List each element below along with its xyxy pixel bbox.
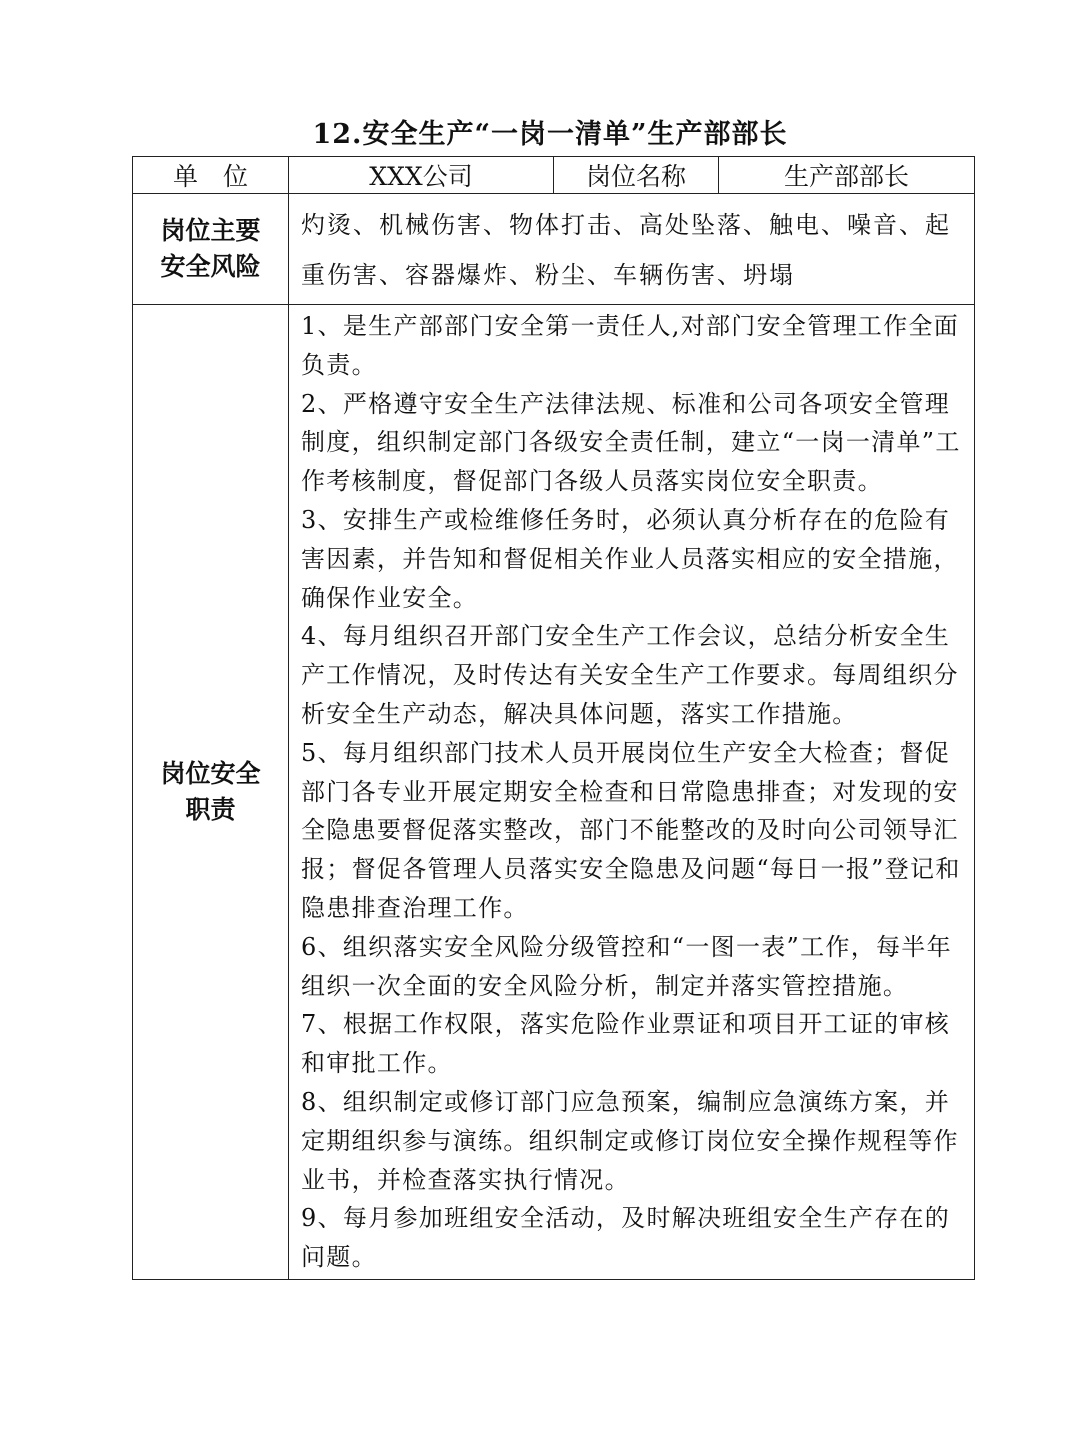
duty-item: 1、是生产部部门安全第一责任人,对部门安全管理工作全面负责。 (301, 312, 959, 379)
document-title: 12.安全生产“一岗一清单”生产部部长 (312, 119, 788, 150)
risk-row (133, 194, 975, 305)
responsibility-table (132, 156, 975, 1280)
risk-label: 岗位主要安全风险 (133, 194, 289, 305)
unit-value: XXX公司 (289, 157, 554, 194)
duty-item: 9、每月参加班组安全活动，及时解决班组安全生产存在的问题。 (301, 1204, 951, 1272)
duty-label: 岗位安全职责 (133, 305, 289, 1280)
duty-item: 7、根据工作权限，落实危险作业票证和项目开工证的审核和审批工作。 (301, 1010, 951, 1078)
duty-item: 8、组织制定或修订部门应急预案，编制应急演练方案，并定期组织参与演练。组织制定或修订岗位安全操作规程等作业书，并检查落实执行情况。 (301, 1087, 959, 1194)
position-label: 岗位名称 (554, 157, 719, 194)
unit-label: 单 位 (133, 157, 289, 194)
duty-list (289, 305, 975, 1280)
duty-row (133, 305, 975, 1280)
header-row (133, 157, 975, 194)
duty-item: 4、每月组织召开部门安全生产工作会议，总结分析安全生产工作情况，及时传达有关安全生产工作要求。每周组织分析安全生产动态，解决具体问题，落实工作措施。 (301, 622, 959, 728)
duty-item: 5、每月组织部门技术人员开展岗位生产安全大检查；督促部门各专业开展定期安全检查和日常隐患排查；对发现的安全隐患要督促落实整改，部门不能整改的及时向公司领导汇报；督促各管理人员落实安全隐患及问题“每日一报”登记和隐患排查治理工作。 (301, 738, 961, 922)
position-value: 生产部部长 (719, 157, 975, 194)
duty-item: 3、安排生产或检维修任务时，必须认真分析存在的危险有害因素，并告知和督促相关作业人员落实相应的安全措施，确保作业安全。 (301, 505, 959, 612)
duty-item: 2、严格遵守安全生产法律法规、标准和公司各项安全管理制度，组织制定部门各级安全责任制，建立“一岗一清单”工作考核制度，督促部门各级人员落实岗位安全职责。 (301, 389, 961, 496)
risk-value: 灼烫、机械伤害、物体打击、高处坠落、触电、噪音、起重伤害、容器爆炸、粉尘、车辆伤害、坍塌 (289, 194, 975, 305)
duty-item: 6、组织落实安全风险分级管控和“一图一表”工作，每半年组织一次全面的安全风险分析，制定并落实管控措施。 (301, 932, 952, 1000)
